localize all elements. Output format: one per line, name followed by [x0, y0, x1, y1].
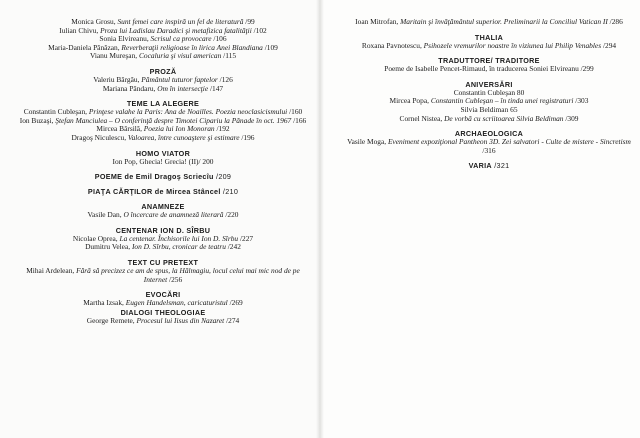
entry-page-number: /242 — [225, 242, 241, 252]
book-gutter — [316, 0, 324, 438]
section-heading-text: ANAMNEZE — [141, 202, 185, 212]
entry-author: Dumitru Velea, — [85, 242, 132, 252]
entry-title: Poezia lui Ion Monoran — [143, 124, 215, 134]
entry-page-number: în traducerea Soniei Elvireanu /299 — [489, 64, 594, 74]
entry-page-number: /286 — [607, 17, 623, 26]
entry-author: Silvia Beldiman 65 — [460, 104, 518, 114]
toc-entry — [344, 65, 634, 74]
entry-author: Roxana Pavnotescu, — [361, 40, 424, 50]
entry-page-number: /102 — [251, 25, 267, 35]
section-heading-text: TEXT CU PRETEXT — [127, 257, 199, 267]
entry-page-number: /115 — [221, 51, 237, 61]
entry-author: Martha Izsak, — [83, 298, 126, 308]
entry-title: Reverberaţii religioase în lirica Anei Blandiana — [121, 42, 263, 52]
entry-author: Vianu Mureşan, — [89, 51, 139, 61]
toc-entry — [344, 42, 634, 51]
entry-author: Mircea Popa, — [389, 96, 431, 106]
section-page-number: /321 — [491, 161, 510, 171]
entry-title: Fără să precizez ce am de spus, la Hălmagiu, locul celui mai mic nod de pe Internet — [76, 265, 300, 284]
entry-page-number: /220 — [223, 210, 239, 220]
toc-entry — [18, 211, 308, 220]
section-heading-text: EVOCĂRI — [145, 290, 181, 300]
toc-entry — [18, 317, 308, 326]
entry-page-number: /160 — [287, 107, 303, 117]
entry-page-number: /294 — [601, 40, 617, 50]
toc-entry — [18, 299, 308, 308]
entry-title: Maritain şi învăţământul superior. Preliminarii la Conciliul Vatican II — [400, 17, 608, 26]
entry-author: Nicolae Oprea, — [72, 233, 120, 243]
entry-page-number: /309 — [563, 113, 579, 123]
entry-author: Valeriu Bârgău, — [93, 74, 142, 84]
toc-entry — [344, 115, 634, 124]
entry-title: Ştefan Manciulea – O conferinţă despre Timotei Cipariu la Pănade în oct. 1967 — [55, 115, 292, 125]
entry-title: De vorbă cu scriitoarea Silvia Beldiman — [444, 113, 564, 123]
entry-title: Sunt femei care inspiră un fel de literatură — [117, 17, 244, 26]
entry-author: Monica Grosu, — [71, 17, 118, 26]
entry-page-number: /126 — [217, 74, 233, 84]
entry-title: Proza lui Ladislau Daradici şi metafizica fatalităţii — [100, 25, 252, 35]
toc-entry — [18, 52, 308, 61]
section-heading-text: HOMO VIATOR — [135, 148, 191, 158]
entry-title: Eugen Handelsman, caricaturistul — [125, 298, 228, 308]
entry-author: Mariana Pândaru, — [102, 83, 158, 93]
entry-page-number: /192 — [214, 124, 230, 134]
section-heading-text: THALIA — [474, 32, 504, 42]
entry-title: O încercare de anamneză literară — [123, 210, 224, 220]
entry-page-number: /147 — [208, 83, 224, 93]
entry-author: Vasile Moga, — [347, 137, 388, 147]
toc-entry — [18, 243, 308, 252]
section-heading-text: ANIVERSĂRI — [465, 79, 513, 89]
entry-page-number: /274 — [224, 315, 240, 325]
toc-entry — [18, 85, 308, 94]
entry-title: La centenar. Închisorile lui Ion D. Sîrbu — [119, 233, 239, 243]
entry-page-number: Ghecia! Grecia! (II)/ 200 — [139, 156, 214, 166]
entry-title: Constantin Cubleşan – în tinda unei registraturi — [430, 96, 574, 106]
toc-entry — [18, 267, 308, 284]
section-heading — [18, 187, 308, 196]
entry-title: Procesul lui Iisus din Nazaret — [136, 315, 225, 325]
entry-author: Maria-Daniela Pănăzan, — [48, 42, 122, 52]
section-heading — [18, 172, 308, 181]
section-page-number: /209 — [213, 172, 232, 182]
entry-author: Mircea Bârsilă, — [96, 124, 144, 134]
section-heading-text: POEME de Emil Dragoş Scriecîu — [94, 172, 214, 182]
entry-page-number: /109 — [262, 42, 278, 52]
entry-page-number: /316 — [482, 145, 496, 155]
entry-title: Pământul tuturor faptelor — [141, 74, 218, 84]
entry-page-number: /166 — [291, 115, 307, 125]
section-heading-text: DIALOGI THEOLOGIAE — [120, 307, 206, 317]
toc-entry — [344, 18, 634, 27]
entry-page-number: /196 — [239, 132, 255, 142]
entry-page-number: /303 — [573, 96, 589, 106]
entry-title: Eveniment expoziţional Pantheon 3D. Zei salvatori - Culte de mistere - Sincretism — [387, 137, 631, 147]
section-heading-text: CENTENAR ION D. SÎRBU — [115, 225, 211, 235]
entry-page-number: /269 — [227, 298, 243, 308]
entry-author: Constantin Cubleşan 80 — [453, 87, 525, 97]
entry-title: Om în intersecţie — [157, 83, 209, 93]
toc-entry — [18, 158, 308, 167]
entry-title: Prinţese valahe la Paris: Ana de Noailles. Poezia neoclasicismului — [88, 107, 288, 117]
section-page-number: /210 — [220, 187, 239, 197]
entry-author: Poeme de Isabelle Pencet-Rimaud, — [384, 64, 490, 74]
entry-author: George Remete, — [86, 315, 137, 325]
right-page — [320, 0, 640, 438]
toc-entry — [18, 134, 308, 143]
entry-author: Sonia Elvireanu, — [99, 34, 151, 44]
entry-author: Vasile Dan, — [87, 210, 124, 220]
entry-author: Ioan Mitrofan, — [355, 17, 401, 26]
entry-author: Ion Pop, — [112, 156, 140, 166]
entry-title: Ion D. Sîrbu, cronicar de teatru — [131, 242, 226, 252]
section-heading-text: TEME LA ALEGERE — [126, 99, 200, 109]
entry-author: Iulian Chivu, — [59, 25, 101, 35]
section-heading — [344, 161, 634, 170]
left-table-of-contents — [18, 18, 308, 325]
entry-title: Cocaluria şi visul american — [138, 51, 222, 61]
entry-page-number: /256 — [167, 274, 183, 284]
entry-author: Cornel Nistea, — [399, 113, 445, 123]
section-heading-text: PROZĂ — [149, 66, 177, 76]
entry-author: Mihai Ardelean, — [26, 265, 77, 275]
entry-page-number: /106 — [211, 34, 227, 44]
entry-page-number: /99 — [243, 17, 255, 26]
section-heading-text: PIAŢA CĂRŢILOR de Mircea Stâncel — [87, 187, 221, 197]
entry-title: Psihozele vremurilor noastre în viziunea lui Philip Venables — [423, 40, 602, 50]
entry-author: Dragoş Niculescu, — [71, 132, 128, 142]
entry-author: Constantin Cubleşan, — [23, 107, 89, 117]
right-table-of-contents — [344, 18, 634, 170]
section-heading-text: VARIA — [468, 161, 492, 171]
entry-page-number: /227 — [238, 233, 254, 243]
section-heading-text: TRADUTTORE/ TRADITORE — [438, 56, 540, 66]
entry-author: Ion Buzaşi, — [19, 115, 56, 125]
entry-title: Scrisul ca provocare — [150, 34, 212, 44]
toc-entry — [344, 138, 634, 155]
entry-title: Valoarea, între cunoaştere şi estimare — [127, 132, 240, 142]
section-heading-text: ARCHAEOLOGICA — [454, 129, 524, 139]
